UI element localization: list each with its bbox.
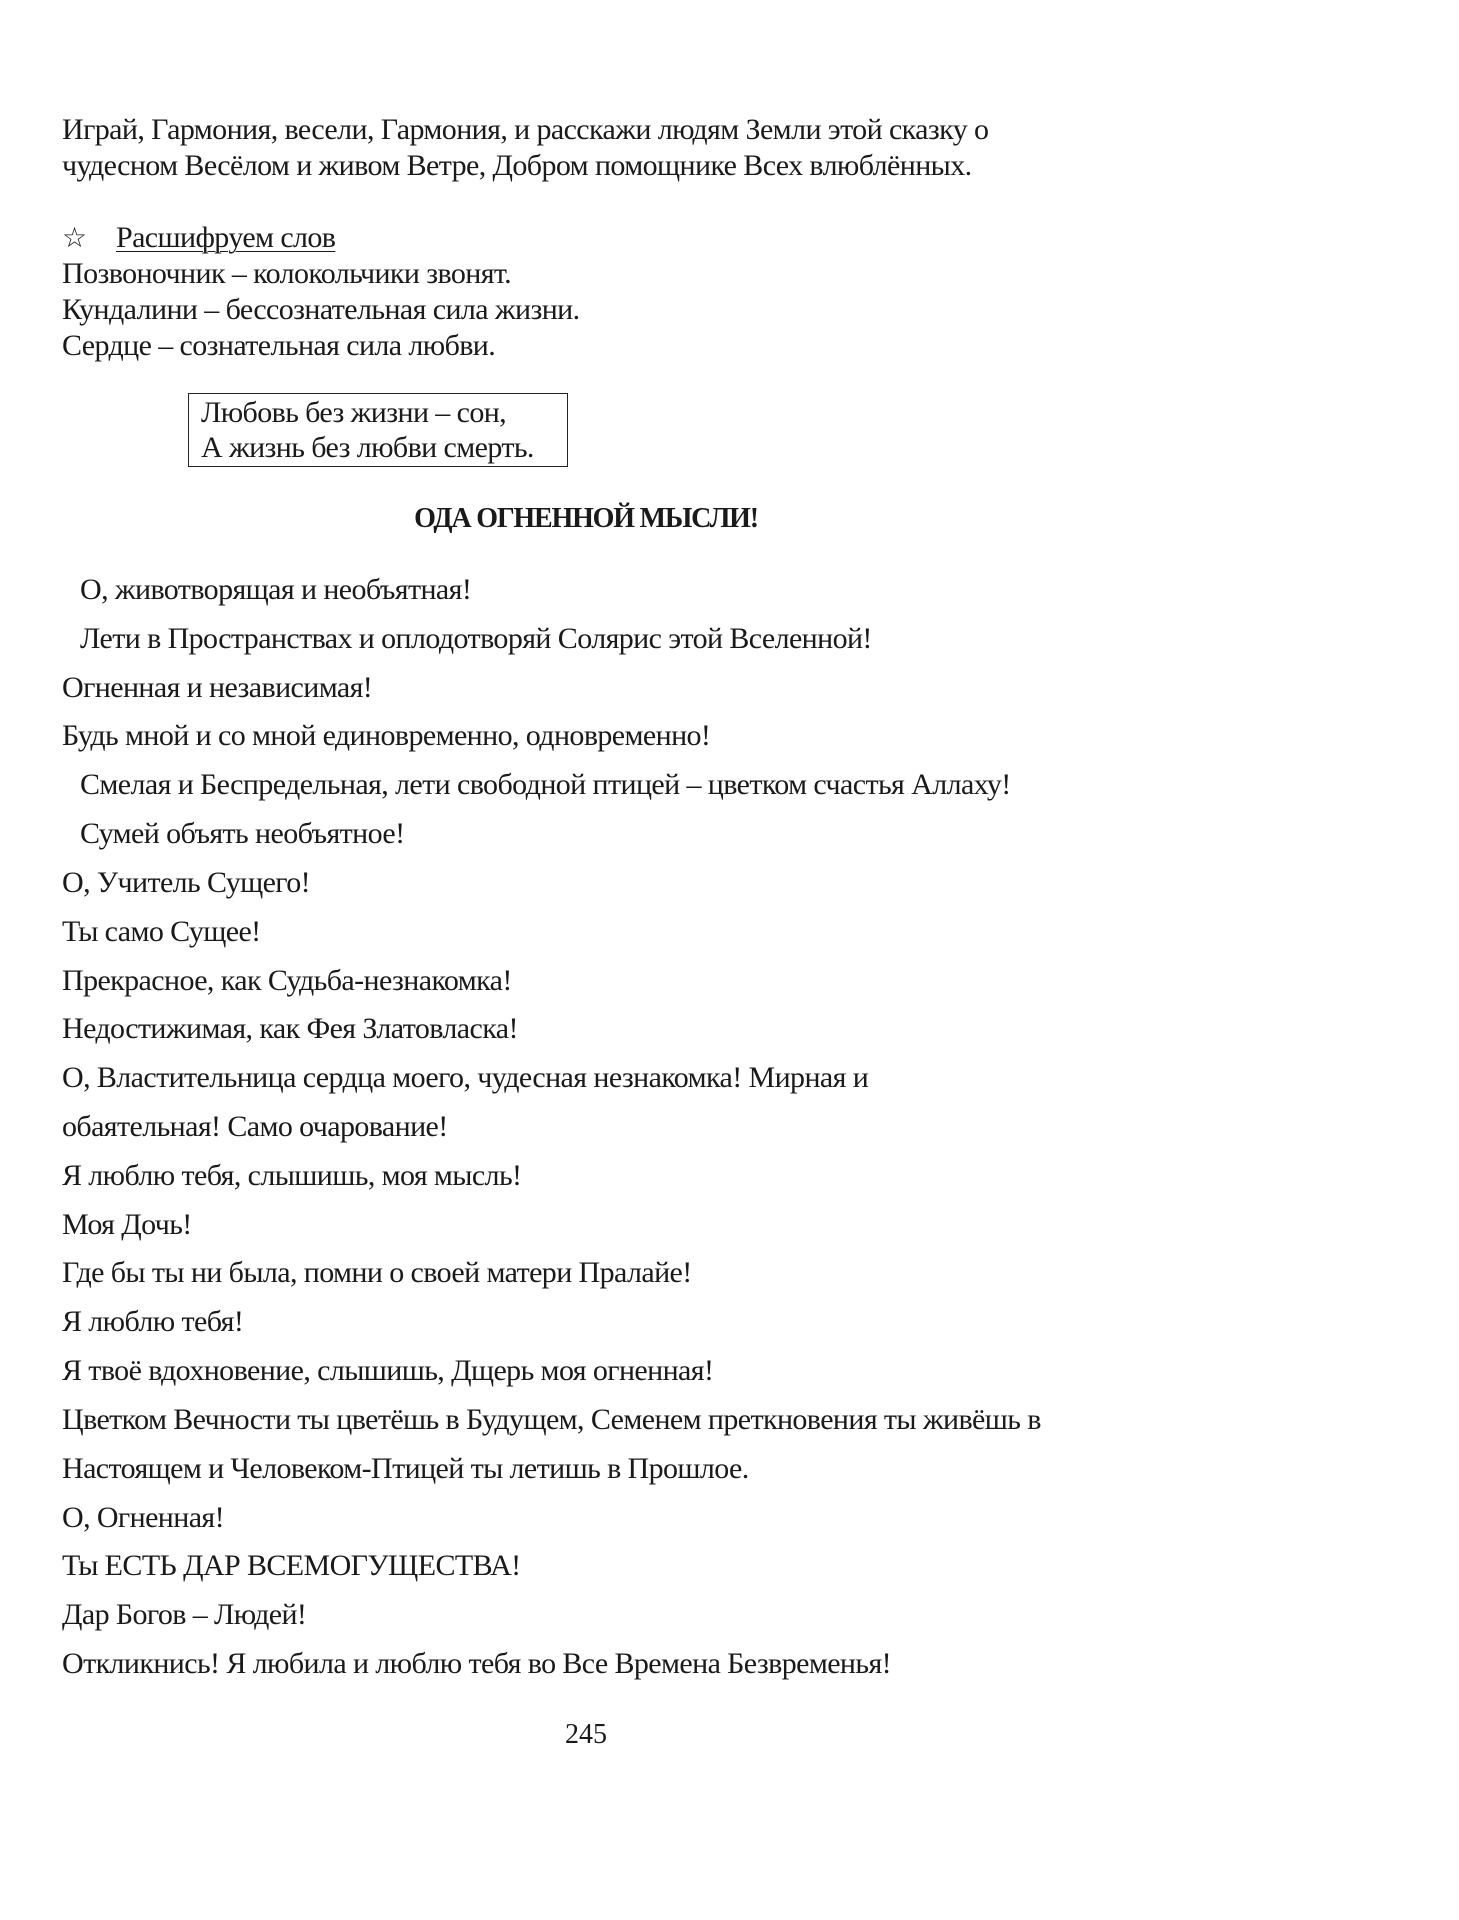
- ode-line: Я твоё вдохновение, слышишь, Дщерь моя огненная!: [62, 1354, 714, 1387]
- ode-line: Цветком Вечности ты цветёшь в Будущем, Семенем преткновения ты живёшь в: [62, 1403, 1041, 1436]
- ode-line: Где бы ты ни была, помни о своей матери Пралайе!: [62, 1256, 692, 1289]
- ode-line: О, Огненная!: [62, 1501, 225, 1534]
- quote-box: [188, 393, 568, 467]
- ode-line: Дар Богов – Людей!: [62, 1598, 307, 1631]
- decode-line: Кундалини – бессознательная сила жизни.: [62, 293, 580, 326]
- page-number: 245: [565, 1719, 607, 1750]
- intro-line: чудесном Весёлом и живом Ветре, Добром помощнике Всех влюблённых.: [62, 149, 972, 182]
- ode-line: Сумей объять необъятное!: [80, 817, 405, 850]
- ode-line: О, животворящая и необъятная!: [80, 573, 472, 606]
- ode-line: Прекрасное, как Судьба-незнакомка!: [62, 964, 512, 997]
- ode-line: Ты ЕСТЬ ДАР ВСЕМОГУЩЕСТВА!: [62, 1549, 521, 1582]
- ode-line: Будь мной и со мной единовременно, одновременно!: [62, 719, 711, 752]
- ode-line: Лети в Пространствах и оплодотворяй Солярис этой Вселенной!: [80, 622, 872, 655]
- decode-heading: Расшифруем слов: [116, 221, 336, 254]
- ode-line: Я люблю тебя, слышишь, моя мысль!: [62, 1159, 522, 1192]
- quote-line: А жизнь без любви смерть.: [201, 431, 534, 464]
- ode-line: Моя Дочь!: [62, 1208, 192, 1241]
- ode-line: Настоящем и Человеком-Птицей ты летишь в Прошлое.: [62, 1452, 749, 1485]
- decode-line: Позвоночник – колокольчики звонят.: [62, 257, 512, 290]
- ode-line: обаятельная! Само очарование!: [62, 1110, 448, 1143]
- intro-line: Играй, Гармония, весели, Гармония, и расскажи людям Земли этой сказку о: [62, 113, 989, 146]
- ode-line: Я люблю тебя!: [62, 1305, 244, 1338]
- star-outline-icon: ☆: [62, 223, 87, 254]
- ode-line: О, Властительница сердца моего, чудесная незнакомка! Мирная и: [62, 1061, 869, 1094]
- ode-line: Недостижимая, как Фея Златовласка!: [62, 1012, 518, 1045]
- quote-line: Любовь без жизни – сон,: [201, 396, 507, 429]
- decode-heading-row: [62, 220, 335, 257]
- ode-line: Откликнись! Я любила и люблю тебя во Все Времена Безвременья!: [62, 1647, 892, 1680]
- ode-line: Ты само Сущее!: [62, 915, 261, 948]
- decode-line: Сердце – сознательная сила любви.: [62, 329, 496, 362]
- ode-title: ОДА ОГНЕННОЙ МЫСЛИ!: [414, 503, 758, 534]
- ode-line: Смелая и Беспредельная, лети свободной птицей – цветком счастья Аллаху!: [80, 768, 1011, 801]
- ode-line: Огненная и независимая!: [62, 671, 373, 704]
- ode-line: О, Учитель Сущего!: [62, 866, 311, 899]
